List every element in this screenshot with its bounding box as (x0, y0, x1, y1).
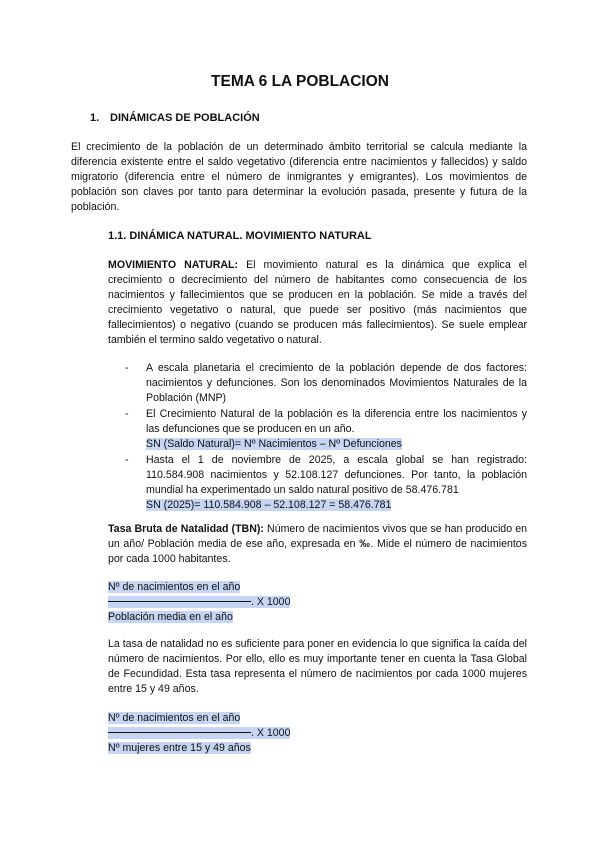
tbn-text-a: Número de nacimientos vivos que se han producido en un año/ Población media de ese año, expresada en (108, 523, 527, 550)
formula-multiplier: . X 1000 (251, 727, 291, 739)
bullet-text: A escala planetaria el crecimiento de la población depende de dos factores: nacimientos y defunciones. Son los denominados Movimientos Naturales de la Población (MNP) (146, 362, 527, 404)
fraction-line (108, 601, 251, 602)
bullet-dash: - (125, 408, 129, 420)
highlighted-formula: SN (Saldo Natural)= Nº Nacimientos – Nº Defunciones (146, 438, 402, 450)
bullet-dash: - (125, 454, 129, 466)
formula-numerator: Nº de nacimientos en el año (108, 581, 241, 593)
term-movimiento-natural: MOVIMIENTO NATURAL: (108, 259, 239, 271)
bullet-text: Hasta el 1 de noviembre de 2025, a escala global se han registrado: 110.584.908 nacimientos y 52.108.127 defunciones. Por tanto, la población mundial ha experimentado un saldo natural positivo de 58.476.781 (146, 454, 527, 496)
tbn-paragraph (108, 522, 527, 567)
term-tbn: Tasa Bruta de Natalidad (TBN): (108, 523, 264, 535)
bullet-text: El Crecimiento Natural de la población es la diferencia entre los nacimientos y las defunciones que se producen en un año. (146, 408, 527, 435)
natural-movement-definition: El movimiento natural es la dinámica que explica el crecimiento o decrecimiento del número de habitantes como consecuencia de los nacimientos y fallecimientos que se producen en la población. Se mide a través del crecimiento vegetativo o natural, que puede ser positivo (más nacimientos que fallecimientos) o negativo (cuando se producen más fallecimientos). Se suele emplear también el termino saldo vegetativo o natural. (108, 259, 527, 346)
fraction-line (108, 732, 251, 733)
section-heading-1 (90, 112, 260, 124)
natural-movement-paragraph (108, 258, 527, 348)
intro-paragraph: El crecimiento de la población de un determinado ámbito territorial se calcula mediante la diferencia existente entre el saldo vegetativo (diferencia entre nacimientos y fallecidos) y saldo migratorio (diferencia entre el número de inmigrantes y emigrantes). Los movimientos de población son claves por tanto para determinar la evolución pasada, presente y futura de la población. (71, 141, 527, 213)
formula-denominator: Nº mujeres entre 15 y 49 años (108, 742, 251, 754)
tbn-text-b: . Mide el número de nacimientos por cada 1000 habitantes. (108, 538, 527, 565)
list-item (125, 407, 527, 452)
subsection-heading: 1.1. DINÁMICA NATURAL. MOVIMIENTO NATURAL (108, 230, 372, 242)
bullet-dash: - (125, 362, 129, 374)
section-heading-text: DINÁMICAS DE POBLACIÓN (110, 112, 260, 124)
list-item (125, 361, 527, 406)
formula-multiplier: . X 1000 (251, 596, 291, 608)
bullet-list (125, 361, 527, 514)
page-title: TEMA 6 LA POBLACION (211, 73, 389, 90)
formula-denominator: Población media en el año (108, 611, 233, 623)
formula-tgf (108, 711, 290, 756)
highlighted-formula: SN (2025)= 110.584.908 – 52.108.127 = 58.476.781 (146, 499, 392, 511)
formula-numerator: Nº de nacimientos en el año (108, 712, 241, 724)
formula-tbn (108, 580, 290, 625)
permil-symbol: ‰ (359, 538, 371, 550)
section-number: 1. (90, 112, 100, 124)
list-item (125, 453, 527, 513)
tgf-paragraph: La tasa de natalidad no es suficiente para poner en evidencia lo que significa la caída del número de nacimientos. Por ello, ello es muy importante tener en cuenta la Tasa Global de Fecundidad. Esta tasa representa el número de nacimientos por cada 1000 mujeres entre 15 y 49 años. (108, 638, 527, 695)
